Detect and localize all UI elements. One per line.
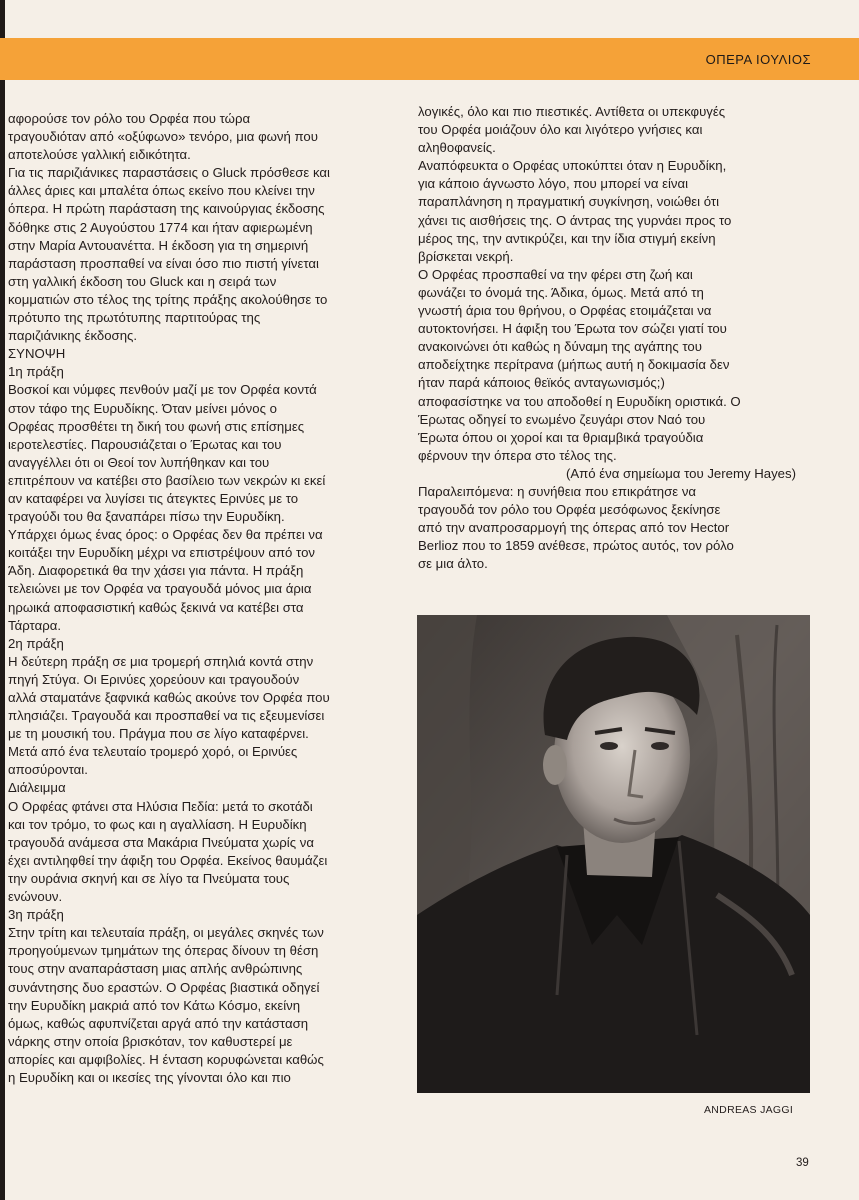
portrait-photo — [417, 615, 810, 1093]
photo-caption: ANDREAS JAGGI — [704, 1104, 794, 1116]
continuation-text: λογικές, όλο και πιο πιεστικές. Αντίθετα οι υπεκφυγές του Ορφέα μοιάζουν όλο και λιγότερο γνήσιες και αληθοφανείς. Αναπόφευκτα ο Ορφέας υποκύπτει όταν η Ευρυδίκη, για κάποιο άγνωστο λόγο, που μπορεί να είναι παραπλάνηση η πραγματική συγκίνηση, νοιώθει ότι χάνει τις αισθήσεις της. Ο άντρας της γυρνάει προς το μέρος της, την αντικρύζει, και την ίδια στιγμή εκείνη βρίσκεται νεκρή. Ο Ορφέας προσπαθεί να την φέρει στη ζωή και φωνάζει το όνομά της. Άδικα, όμως. Μετά από τη γνωστή άρια του θρήνου, ο Ορφέας ετοιμάζεται να αυτοκτονήσει. Η άφιξη του Έρωτα τον σώζει γιατί του ανακοινώνει ότι καθώς η δύναμη της αγάπης του αποδείχτηκε περίτρανα (μήπως αυτή η δοκιμασία δεν ήταν παρά κάποιος θεϊκός ανταγωνισμός;) αποφασίστηκε να του αποδοθεί η Ευρυδίκη οριστικά. Ο Έρωτας οδηγεί το ενωμένο ζευγάρι στον Ναό του Έρωτα όπου οι χοροί και τα θριαμβικά τραγούδια φέρνουν την όπερα στο τέλος της. — [418, 104, 741, 463]
attribution-note: (Από ένα σημείωμα του Jeremy Hayes) — [565, 465, 796, 481]
act3-heading: 3η πράξη — [8, 907, 64, 923]
act2-heading: 2η πράξη — [8, 635, 64, 651]
left-column — [8, 110, 400, 1087]
addendum-text: Παραλειπόμενα: η συνήθεια που επικράτησε να τραγουδά τον ρόλο του Ορφέα μεσόφωνος ξεκίνησε από την αναπροσαρμογή της όπερας από τον Hector Berlioz που το 1859 ανέθεσε, πρώτος αυτός, τον ρόλο σε μια άλτο. — [418, 483, 734, 572]
act3-text: Στην τρίτη και τελευταία πράξη, οι μεγάλες σκηνές των προηγούμενων τμημάτων της όπερας δίνουν τη θέση τους στην αναπαράσταση μιας απλής ανθρώπινης συνάντησης δυο εραστών. Ο Ορφέας βιαστικά οδηγεί την Ευρυδίκη μακριά από τον Κάτω Κόσμο, εκείνη όμως, καθώς αφυπνίζεται αργά από την κατάσταση νάρκης στην οποία βρισκόταν, τον καθυστερεί με απορίες και αμφιβολίες. Η ένταση κορυφώνεται καθώς η Ευρυδίκη και οι ικεσίες της γίνονται όλο και πιο — [8, 925, 324, 1085]
synopsis-heading: ΣΥΝΟΨΗ — [8, 346, 66, 362]
act2-text: Η δεύτερη πράξη σε μια τρομερή σπηλιά κοντά στην πηγή Στύγα. Οι Ερινύες χορεύουν και τραγουδούν αλλά σταματάνε ξαφνικά καθώς ακούνε τον Ορφέα που πλησιάζει. Τραγουδά και προσπαθεί να τις εξευμενίσει με τη μουσική του. Πράγμα που σε λίγο καταφέρνει. Μετά από ένα τελευταίο τρομερό χορό, οι Ερινύες αποσύρονται. — [8, 653, 330, 778]
interval-text: Ο Ορφέας φτάνει στα Ηλύσια Πεδία: μετά το σκοτάδι και τον τρόμο, το φως και η αγαλλίαση. Η Ευρυδίκη τραγουδά ανάμεσα στα Μακάρια Πνεύματα χωρίς να έχει αντιληφθεί την άφιξη του Ορφέα. Εκείνος θαυμάζει την ουράνια σκηνή και σε λίγο τα Πνεύματα τους ενώνουν. — [8, 798, 328, 905]
section-title: ΟΠΕΡΑ ΙΟΥΛΙΟΣ — [705, 52, 811, 67]
right-column — [418, 103, 808, 573]
page-number: 39 — [796, 1157, 809, 1169]
interval-heading: Διάλειμμα — [8, 780, 66, 796]
binding-edge — [0, 0, 5, 1200]
act1-text: Βοσκοί και νύμφες πενθούν μαζί με τον Ορφέα κοντά στον τάφο της Ευρυδίκης. Όταν μείνει μόνος ο Ορφέας προσθέτει τη δική του φωνή στις επίσημες ιεροτελεστίες. Παρουσιάζεται ο Έρωτας και του αναγγέλλει ότι οι Θεοί τον λυπήθηκαν και του επιτρέπουν να κατέβει στο βασίλειο των νεκρών κι εκεί αν καταφέρει να λυγίσει τις άτεγκτες Ερινύες με το τραγούδι του θα ξαναπάρει πίσω την Ευρυδίκη. Υπάρχει όμως ένας όρος: ο Ορφέας δεν θα πρέπει να κοιτάξει την Ευρυδίκη μέχρι να επιστρέψουν από τον Άδη. Διαφορετικά θα την χάσει για πάντα. Η πράξη τελειώνει με τον Ορφέα να τραγουδά μόνος μια άρια ηρωικά αποφασιστική καθώς ξεκινά να κατέβει στα Τάρταρα. — [8, 382, 326, 633]
intro-paragraph: αφορούσε τον ρόλο του Ορφέα που τώρα τραγουδιόταν από «οξύφωνο» τενόρο, μια φωνή που αποτελούσε γαλλική ειδικότητα. Για τις παριζιάνικες παραστάσεις ο Gluck πρόσθεσε και άλλες άριες και μπαλέτα όπως εκείνο που κλείνει την όπερα. Η πρώτη παράσταση της καινούργιας έκδοσης δόθηκε στις 2 Αυγούστου 1774 και ήταν αφιερωμένη στην Μαρία Αντουανέττα. Η έκδοση για τη σημερινή παράσταση προσπαθεί να είναι όσο πιο πιστή γίνεται στη γαλλική έκδοση του Gluck και η σειρά των κομματιών στο τέλος της τρίτης πράξης ακολούθησε το πρότυπο της πρωτότυπης παρτιτούρας της παριζιάνικης έκδοσης. — [8, 111, 330, 344]
act1-heading: 1η πράξη — [8, 364, 64, 380]
portrait-photo-illustration — [417, 615, 810, 1093]
